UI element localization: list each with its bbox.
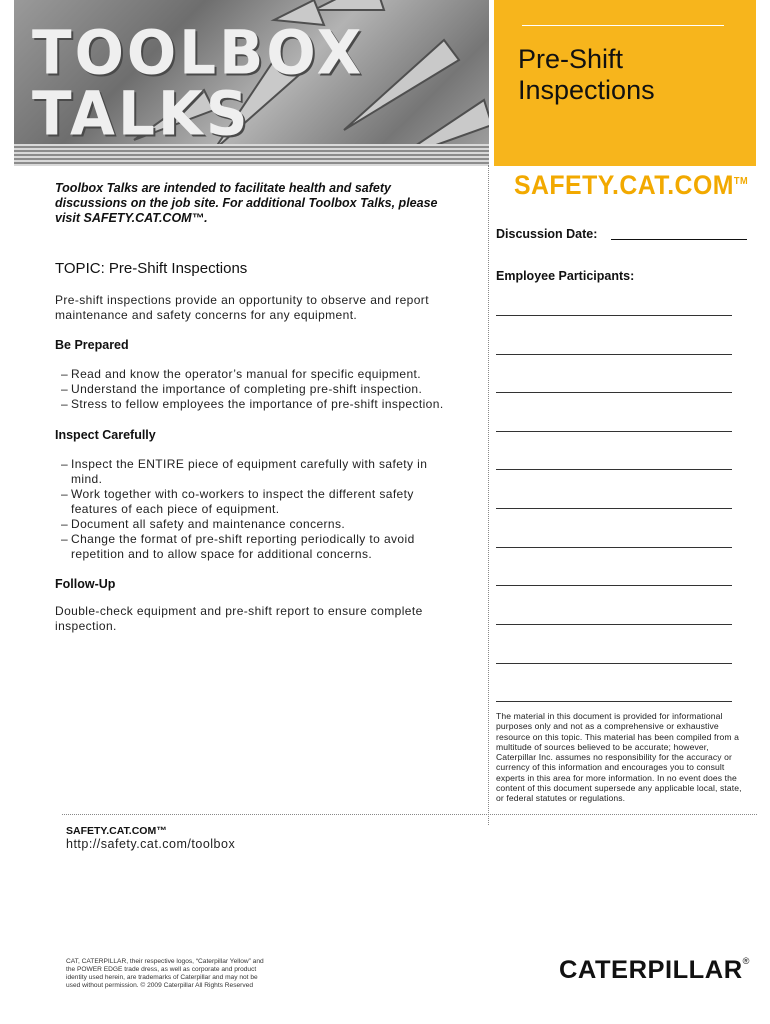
- participant-line[interactable]: [496, 547, 732, 548]
- footer-url-link[interactable]: http://safety.cat.com/toolbox: [66, 837, 236, 851]
- prepared-list: [55, 367, 475, 412]
- list-item: – Inspect the ENTIRE piece of equipment carefully with safety in mind.: [55, 457, 447, 487]
- participant-line[interactable]: [496, 663, 732, 664]
- section-heading-inspect: Inspect Carefully: [55, 428, 156, 442]
- discussion-date-label: Discussion Date:: [496, 227, 598, 241]
- participant-line[interactable]: [496, 469, 732, 470]
- disclaimer-text: The material in this document is provided for informational purposes only and not as a comprehensive or exhaustive resource on this topic. This material has been compiled from a multitude of sources believed to be accurate; however, Caterpillar Inc. assumes no responsibility for the accuracy or currency of this information and encourages you to consult experts in this area for more information. In no event does the content of this document supersede any applicable local, state, or federal statutes or regulations.: [496, 711, 742, 804]
- summary-text: Pre-shift inspections provide an opportunity to observe and report maintenance and safety concerns for any equipment.: [55, 293, 429, 322]
- section-heading-prepared: Be Prepared: [55, 338, 129, 352]
- intro-text: Toolbox Talks are intended to facilitate health and safety discussions on the job site. For additional Toolbox Talks, please visit SAFETY.CAT.COM™.: [55, 181, 438, 225]
- list-item: – Understand the importance of completing pre-shift inspection.: [55, 382, 475, 397]
- footer-site-label: SAFETY.CAT.COM™: [66, 825, 167, 837]
- followup-text: Double-check equipment and pre-shift report to ensure complete inspection.: [55, 604, 423, 633]
- participant-line[interactable]: [496, 354, 732, 355]
- section-heading-followup: Follow-Up: [55, 577, 116, 591]
- column-divider: [488, 165, 489, 825]
- toolbox-talks-banner: [14, 0, 489, 166]
- participant-line[interactable]: [496, 315, 732, 316]
- page-title: Pre-Shift Inspections: [518, 44, 655, 105]
- topic-heading: TOPIC: Pre-Shift Inspections: [55, 260, 248, 277]
- legal-text: CAT, CATERPILLAR, their respective logos, “Caterpillar Yellow” and the POWER EDGE trade dress, as well as corporate and product identity used herein, are trademarks of Caterpillar and may not be used without permission. © 2009 Caterpillar All Rights Reserved: [66, 958, 264, 989]
- participant-line[interactable]: [496, 624, 732, 625]
- participant-line[interactable]: [496, 508, 732, 509]
- banner-title: TOOLBOX TALKS: [32, 16, 365, 150]
- participant-line[interactable]: [496, 585, 732, 586]
- safety-cat-logo: SAFETY.CAT.COM™: [514, 170, 749, 200]
- participant-line[interactable]: [496, 431, 732, 432]
- footer-divider: [62, 814, 757, 815]
- list-item: – Document all safety and maintenance concerns.: [55, 517, 447, 532]
- title-block: [494, 0, 756, 166]
- list-item: – Change the format of pre-shift reporting periodically to avoid repetition and to allow space for additional concerns.: [55, 532, 447, 562]
- participant-line[interactable]: [496, 701, 732, 702]
- caterpillar-logo: CATERPILLAR®: [559, 956, 750, 984]
- list-item: – Stress to fellow employees the importance of pre-shift inspection.: [55, 397, 475, 412]
- list-item: – Read and know the operator’s manual for specific equipment.: [55, 367, 475, 382]
- participant-line[interactable]: [496, 392, 732, 393]
- title-rule: [522, 25, 724, 26]
- discussion-date-field[interactable]: [611, 239, 747, 240]
- list-item: – Work together with co-workers to inspect the different safety features of each piece of equipment.: [55, 487, 447, 517]
- participants-label: Employee Participants:: [496, 269, 635, 283]
- inspect-list: [55, 457, 447, 562]
